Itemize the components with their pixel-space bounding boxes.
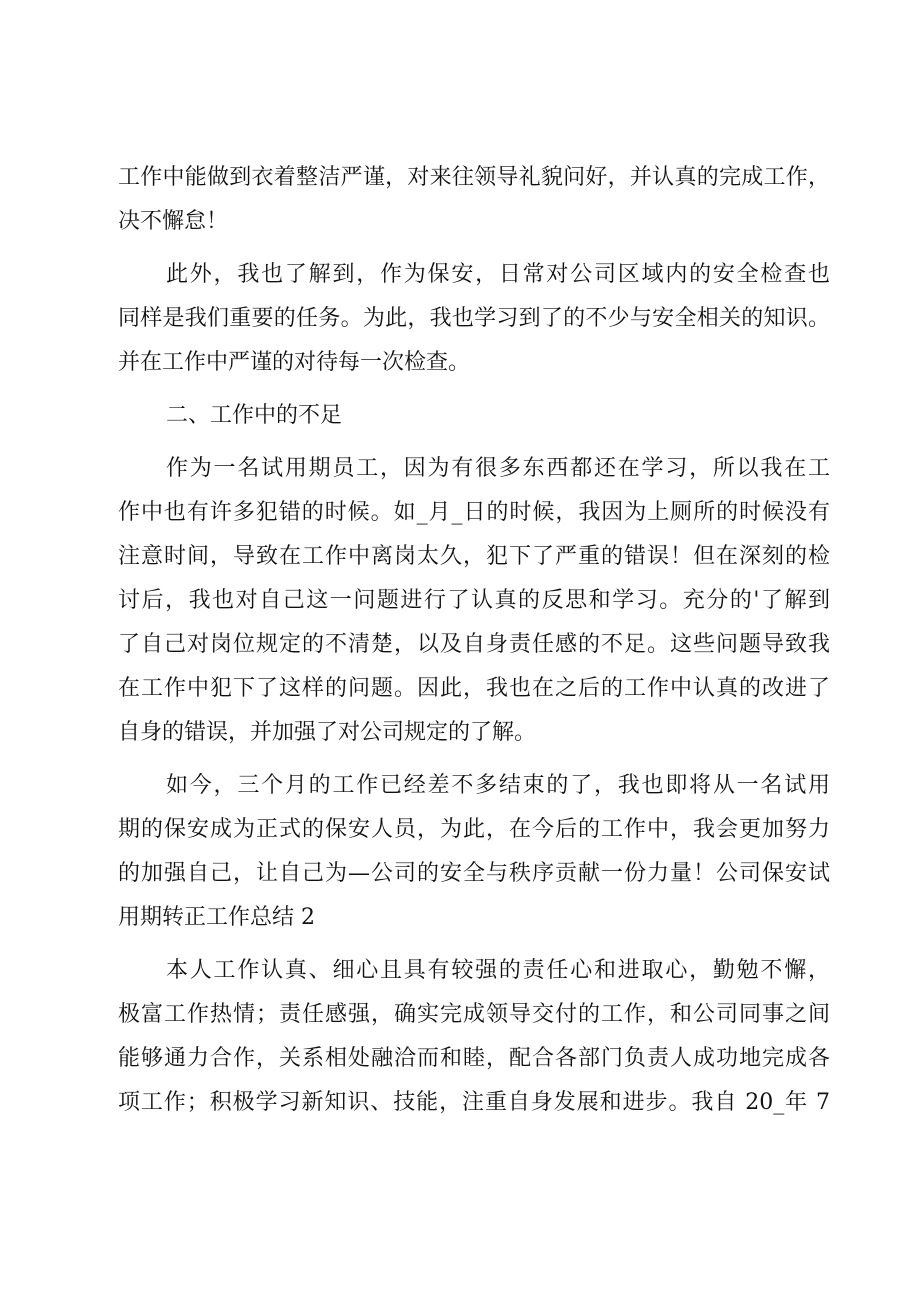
section-heading bbox=[118, 394, 830, 438]
paragraph bbox=[118, 949, 830, 1125]
text-line: 如今，三个月的工作已经差不多结束的了，我也即将从一名试用 bbox=[166, 773, 830, 798]
paragraph bbox=[118, 156, 830, 244]
paragraph bbox=[118, 764, 830, 940]
text-line: 本人工作认真、细心且具有较强的责任心和进取心，勤勉不懈， bbox=[166, 958, 830, 983]
text-line: 自身的错误，并加强了对公司规定的了解。 bbox=[118, 720, 537, 745]
text-line: 并在工作中严谨的对待每一次检查。 bbox=[118, 350, 471, 375]
text-line: 期的保安成为正式的保安人员，为此，在今后的工作中，我会更加努力 bbox=[118, 817, 830, 842]
text-line: 用期转正工作总结 2 bbox=[118, 905, 315, 930]
text-line: 注意时间，导致在工作中离岗太久，犯下了严重的错误！但在深刻的检 bbox=[118, 544, 830, 569]
text-line: 作中也有许多犯错的时候。如_月_日的时候，我因为上厕所的时候没有 bbox=[118, 500, 830, 525]
text-line: 作为一名试用期员工，因为有很多东西都还在学习，所以我在工 bbox=[166, 456, 830, 481]
text-line: 同样是我们重要的任务。为此，我也学习到了的不少与安全相关的知识。 bbox=[118, 306, 830, 331]
text-line: 的加强自己，让自己为—公司的安全与秩序贡献一份力量！公司保安试 bbox=[118, 861, 830, 886]
text-line: 在工作中犯下了这样的问题。因此，我也在之后的工作中认真的改进了 bbox=[118, 676, 830, 701]
heading-text: 二、工作中的不足 bbox=[166, 403, 343, 428]
paragraph bbox=[118, 447, 830, 755]
text-line: 此外，我也了解到，作为保安，日常对公司区域内的安全检查也 bbox=[166, 262, 830, 287]
text-line: 决不懈怠！ bbox=[118, 209, 229, 234]
text-line: 项工作；积极学习新知识、技能，注重自身发展和进步。我自 20_年 7 bbox=[118, 1090, 830, 1115]
paragraph bbox=[118, 253, 830, 385]
text-line: 工作中能做到衣着整洁严谨，对来往领导礼貌问好，并认真的完成工作， bbox=[118, 165, 830, 190]
text-line: 能够通力合作，关系相处融洽而和睦，配合各部门负责人成功地完成各 bbox=[118, 1046, 830, 1071]
text-line: 了自己对岗位规定的不清楚，以及自身责任感的不足。这些问题导致我 bbox=[118, 632, 830, 657]
text-line: 极富工作热情；责任感强，确实完成领导交付的工作，和公司同事之间 bbox=[118, 1002, 830, 1027]
text-line: 讨后，我也对自己这一问题进行了认真的反思和学习。充分的'了解到 bbox=[118, 588, 830, 613]
document-body bbox=[118, 156, 830, 1125]
